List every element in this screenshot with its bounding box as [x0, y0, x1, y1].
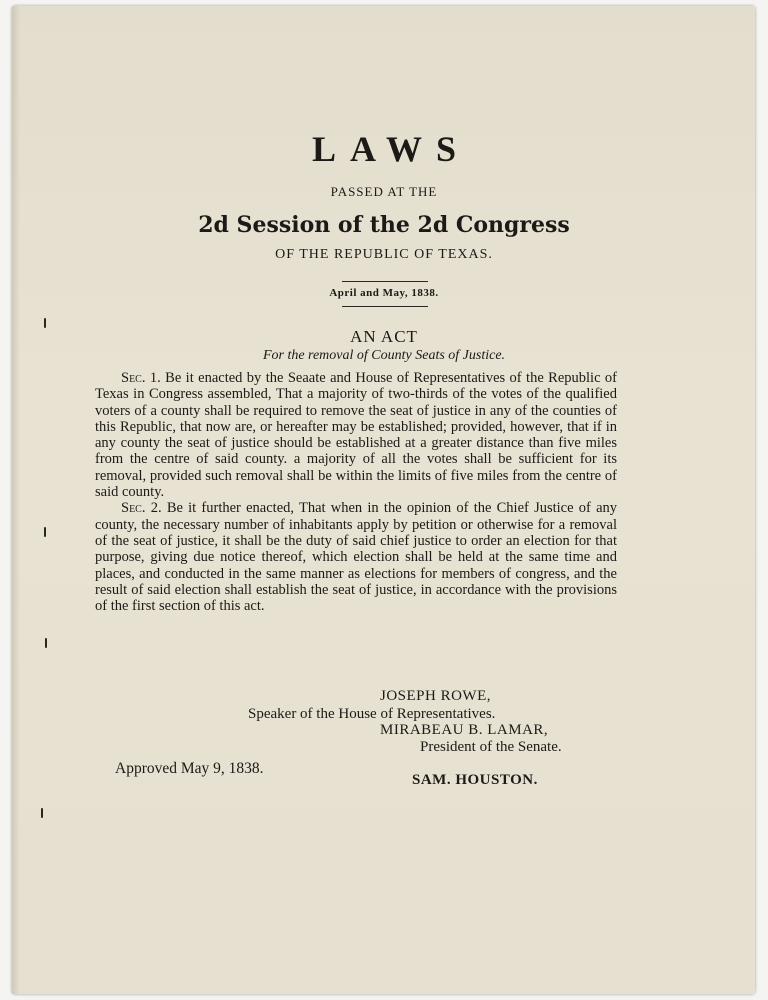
margin-mark	[45, 638, 47, 648]
section-label: Sec. 2.	[121, 500, 162, 517]
act-heading: AN ACT	[350, 327, 418, 346]
session-heading: 2d Session of the 2d Congress	[198, 212, 570, 238]
approval-date: Approved May 9, 1838.	[115, 760, 264, 777]
margin-mark	[44, 527, 46, 537]
section-1	[95, 370, 617, 500]
passed-at-line: PASSED AT THE	[330, 184, 438, 199]
speaker-name: JOSEPH ROWE,	[380, 688, 492, 704]
section-text: Be it enacted by the Seaate and House of Representatives of the Republic of Texas in Congress assembled, That a majority of two-thirds of the votes of the qualified voters of a county shall be required to remove the seat of justice in any of the counties of this Republic, that now are, or hereafter may be established; provided, however, that if in any county the seat of justice should be established at a greater distance than five miles from the centre of said county. a majority of all the votes shall be sufficient for its removal, provided such removal shall be within the limits of five miles from the centre of said county.	[95, 370, 617, 501]
act-subtitle: For the removal of County Seats of Justice.	[262, 348, 506, 363]
document-title: LAWS	[311, 129, 471, 169]
date-line: April and May, 1838.	[329, 287, 439, 299]
divider-top	[342, 281, 428, 282]
margin-mark	[41, 808, 43, 818]
republic-line: OF THE REPUBLIC OF TEXAS.	[275, 247, 493, 262]
section-label: Sec. 1.	[121, 370, 161, 386]
section-2	[95, 500, 617, 614]
governor-signature: SAM. HOUSTON.	[412, 772, 538, 788]
president-name: MIRABEAU B. LAMAR,	[380, 722, 549, 738]
speaker-title: Speaker of the House of Representatives.	[248, 706, 496, 722]
divider-bottom	[342, 306, 428, 307]
section-text: Be it further enacted, That when in the opinion of the Chief Justice of any county, the necessary number of inhabitants apply by petition or otherwise for a removal of the seat of justice, it shall be the duty of said chief justice to order an election for that purpose, giving due notice thereof, which election shall be held at the same time and places, and conducted in the same manner as elections for members of congress, and the result of said election shall establish the seat of justice, in accordance with the provisions of the first section of this act.	[95, 500, 618, 615]
president-title: President of the Senate.	[420, 739, 562, 755]
act-body	[95, 370, 617, 614]
